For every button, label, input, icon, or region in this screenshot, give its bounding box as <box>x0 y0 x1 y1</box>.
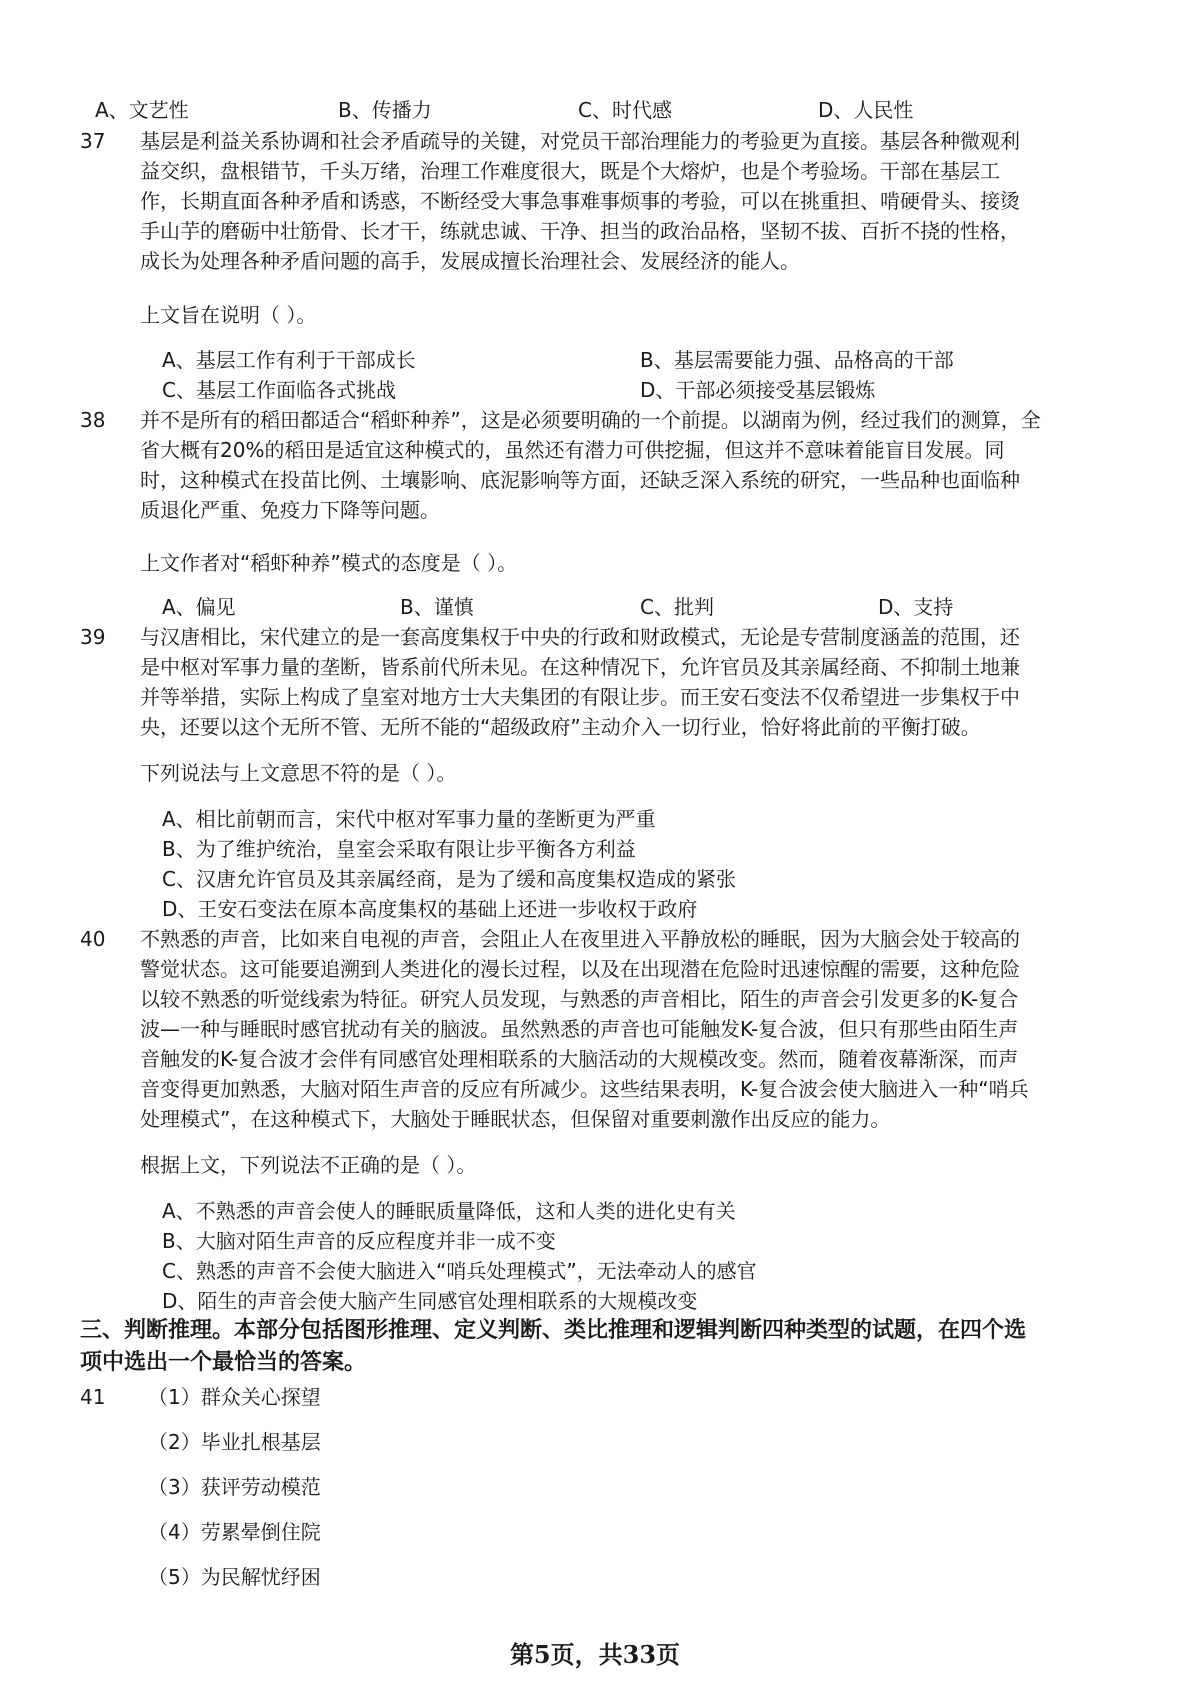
q40-passage-line: 以较不熟悉的听觉线索为特征。研究人员发现，与熟悉的声音相比，陌生的声音会引发更多的K-复合 <box>140 987 1019 1011</box>
q39-option-d: D、王安石变法在原本高度集权的基础上还进一步收权于政府 <box>162 897 698 921</box>
q36-option-b: B、传播力 <box>338 98 432 122</box>
q38-option-c: C、批判 <box>640 595 714 619</box>
q38-question: 上文作者对“稻虾种养”模式的态度是（ ）。 <box>140 551 518 575</box>
q40-passage-line: 不熟悉的声音，比如来自电视的声音，会阻止人在夜里进入平静放松的睡眠，因为大脑会处于较高的 <box>140 927 1020 951</box>
q38-option-d: D、支持 <box>878 595 954 619</box>
q40-passage-line: 音触发的K-复合波才会伴有同感官处理相联系的大脑活动的大规模改变。然而，随着夜幕渐深，而声 <box>140 1047 1019 1071</box>
q37-passage-line: 成长为处理各种矛盾问题的高手，发展成擅长治理社会、发展经济的能人。 <box>140 249 800 273</box>
q41-item: （2）毕业扎根基层 <box>148 1430 321 1454</box>
q37-option-a: A、基层工作有利于干部成长 <box>162 348 416 372</box>
q39-question: 下列说法与上文意思不符的是（ ）。 <box>140 761 457 785</box>
q40-option-a: A、不熟悉的声音会使人的睡眠质量降低，这和人类的进化史有关 <box>162 1199 736 1223</box>
q37-passage-line: 益交织，盘根错节，千头万绪，治理工作难度很大，既是个大熔炉，也是个考验场。干部在基层工 <box>140 159 1000 183</box>
q36-option-d: D、人民性 <box>818 98 914 122</box>
q40-passage-line: 警觉状态。这可能要追溯到人类进化的漫长过程，以及在出现潜在危险时迅速惊醒的需要，这种危险 <box>140 957 1020 981</box>
q39-option-c: C、汉唐允许官员及其亲属经商，是为了缓和高度集权造成的紧张 <box>162 867 736 891</box>
q38-passage-line: 并不是所有的稻田都适合“稻虾种养”，这是必须要明确的一个前提。以湖南为例，经过我们的测算，全 <box>140 408 1041 432</box>
q37-option-c: C、基层工作面临各式挑战 <box>162 378 396 402</box>
section-heading-cont: 项中选出一个最恰当的答案。 <box>80 1350 367 1375</box>
q38-option-b: B、谨慎 <box>400 595 474 619</box>
q37-passage-line: 作，长期直面各种矛盾和诱惑，不断经受大事急事难事烦事的考验，可以在挑重担、啃硬骨头、接烫 <box>140 189 1020 213</box>
q40-passage-line: 处理模式”，在这种模式下，大脑处于睡眠状态，但保留对重要刺激作出反应的能力。 <box>140 1107 891 1131</box>
q39-passage-line: 是中枢对军事力量的垄断，皆系前代所未见。在这种情况下，允许官员及其亲属经商、不抑制土地兼 <box>140 655 1020 679</box>
q40-option-d: D、陌生的声音会使大脑产生同感官处理相联系的大规模改变 <box>162 1289 698 1313</box>
q40-question: 根据上文，下列说法不正确的是（ ）。 <box>140 1153 477 1177</box>
q37-question: 上文旨在说明（ ）。 <box>140 303 317 327</box>
q41-item: （3）获评劳动模范 <box>148 1475 321 1499</box>
q40-option-c: C、熟悉的声音不会使大脑进入“哨兵处理模式”，无法牵动人的感官 <box>162 1259 757 1283</box>
q39-passage-line: 并等举措，实际上构成了皇室对地方士大夫集团的有限让步。而王安石变法不仅希望进一步集权于中 <box>140 685 1020 709</box>
q41-number: 41 <box>80 1385 106 1409</box>
q38-number: 38 <box>80 408 106 432</box>
q40-option-b: B、大脑对陌生声音的反应程度并非一成不变 <box>162 1229 556 1253</box>
q39-number: 39 <box>80 625 106 649</box>
q38-passage-line: 质退化严重、免疫力下降等问题。 <box>140 498 440 522</box>
page-footer: 第5页，共33页 <box>509 1640 681 1669</box>
q41-item: （1）群众关心探望 <box>148 1385 321 1409</box>
section-heading: 三、判断推理。本部分包括图形推理、定义判断、类比推理和逻辑判断四种类型的试题，在四个选 <box>80 1318 1027 1343</box>
q36-option-c: C、时代感 <box>578 98 672 122</box>
q40-number: 40 <box>80 927 106 951</box>
q37-option-d: D、干部必须接受基层锻炼 <box>640 378 876 402</box>
q41-item: （5）为民解忧纾困 <box>148 1565 321 1589</box>
q36-option-a: A、文艺性 <box>95 98 189 122</box>
q39-passage-line: 央，还要以这个无所不管、无所不能的“超级政府”主动介入一切行业，恰好将此前的平衡打破。 <box>140 715 981 739</box>
q38-passage-line: 省大概有20%的稻田是适宜这种模式的，虽然还有潜力可供挖掘，但这并不意味着能盲目发展。同 <box>140 438 1005 462</box>
q39-option-a: A、相比前朝而言，宋代中枢对军事力量的垄断更为严重 <box>162 807 656 831</box>
q37-number: 37 <box>80 129 106 153</box>
q41-item: （4）劳累晕倒住院 <box>148 1520 321 1544</box>
q38-option-a: A、偏见 <box>162 595 236 619</box>
q40-passage-line: 音变得更加熟悉，大脑对陌生声音的反应有所减少。这些结果表明，K-复合波会使大脑进入一种“哨兵 <box>140 1077 1029 1101</box>
q38-passage-line: 时，这种模式在投苗比例、土壤影响、底泥影响等方面，还缺乏深入系统的研究，一些品种也面临种 <box>140 468 1020 492</box>
q39-option-b: B、为了维护统治，皇室会采取有限让步平衡各方利益 <box>162 837 636 861</box>
q37-passage-line: 基层是利益关系协调和社会矛盾疏导的关键，对党员干部治理能力的考验更为直接。基层各种微观利 <box>140 129 1020 153</box>
q37-passage-line: 手山芋的磨砺中壮筋骨、长才干，练就忠诚、干净、担当的政治品格，坚韧不拔、百折不挠的性格， <box>140 219 1020 243</box>
q40-passage-line: 波—一种与睡眠时感官扰动有关的脑波。虽然熟悉的声音也可能触发K-复合波，但只有那些由陌生声 <box>140 1017 1019 1041</box>
q37-option-b: B、基层需要能力强、品格高的干部 <box>640 348 954 372</box>
q39-passage-line: 与汉唐相比，宋代建立的是一套高度集权于中央的行政和财政模式，无论是专营制度涵盖的范围，还 <box>140 625 1020 649</box>
